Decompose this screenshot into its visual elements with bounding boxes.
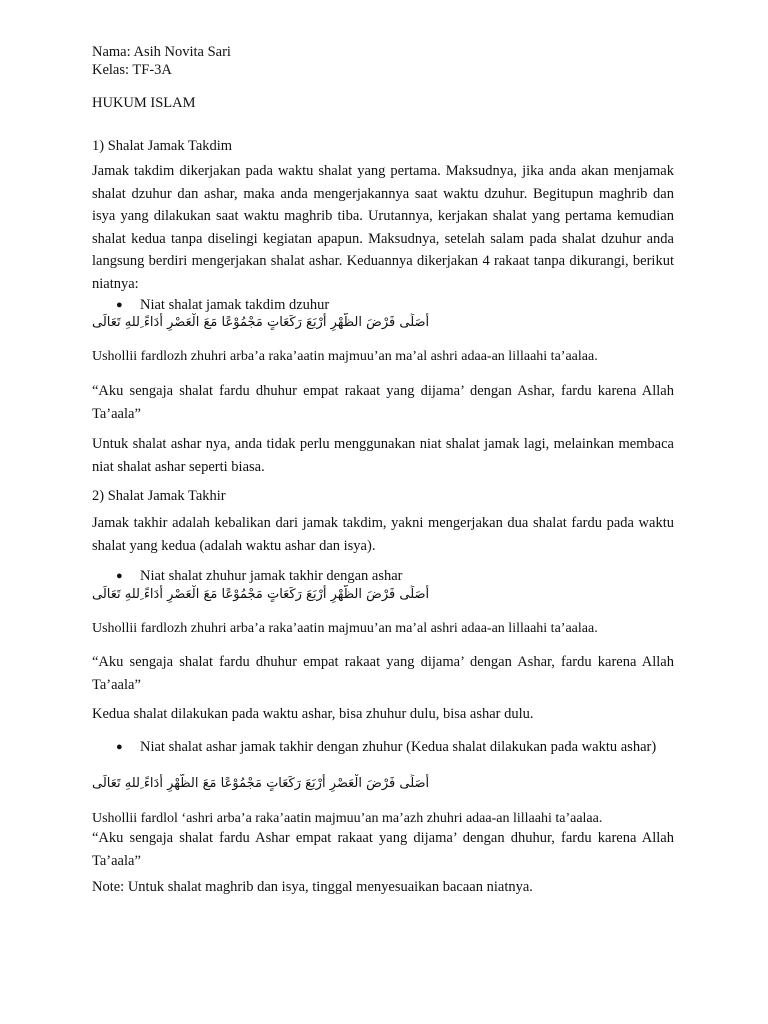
section-2-intro: Jamak takhir adalah kebalikan dari jamak takdim, yakni mengerjakan dua shalat fardu pada waktu shalat yang kedua (adalah waktu ashar dan isya). — [92, 515, 674, 554]
document-title: HUKUM ISLAM — [92, 95, 196, 111]
student-name: Nama: Asih Novita Sari — [92, 44, 231, 60]
latin-transliteration: Ushollii fardlozh zhuhri arba’a raka’aatin majmuu’an ma’al ashri adaa-an lillaahi ta’aalaa. — [92, 349, 598, 364]
section-1-intro: Jamak takdim dikerjakan pada waktu shalat yang pertama. Maksudnya, jika anda akan menjamak shalat dzuhur dan ashar, maka anda mengerjakannya saat waktu dzuhur. Begitupun maghrib dan isya yang dilakukan saat waktu maghrib tiba. Urutannya, kerjakan shalat yang pertama kemudian shalat kedua tanpa diselingi kegiatan apapun. Maksudnya, setelah salam pada shalat dzuhur anda langsung berdiri mengerjakan shalat ashar. Keduannya dikerjakan 4 rakaat tanpa dikurangi, berikut niatnya: — [92, 163, 674, 292]
bullet-text: Niat shalat jamak takdim dzuhur — [140, 297, 330, 313]
latin-transliteration: Ushollii fardlol ‘ashri arba’a raka’aatin majmuu’an ma’azh zhuhri adaa-an lillaahi ta’aalaa. — [92, 811, 603, 826]
translation-quote: “Aku sengaja shalat fardu dhuhur empat rakaat yang dijama’ dengan Ashar, fardu karena Allah Ta’aala” — [92, 654, 674, 693]
translation-quote: “Aku sengaja shalat fardu dhuhur empat rakaat yang dijama’ dengan Ashar, fardu karena Allah Ta’aala” — [92, 383, 674, 422]
bullet-icon: ● — [116, 741, 123, 753]
arabic-niat: أُصَلِّى فَرْضَ الظُّهْرِ أَرْبَعَ رَكَعَاتٍ مَجْمُوْعًا مَعَ الْعَصْرِ أَدَاءً ِللهِ تَعَالَى — [92, 315, 430, 330]
student-class: Kelas: TF-3A — [92, 62, 172, 78]
footer-note: Note: Untuk shalat maghrib dan isya, tinggal menyesuaikan bacaan niatnya. — [92, 879, 533, 895]
section-1-heading: 1) Shalat Jamak Takdim — [92, 138, 233, 154]
bullet-icon: ● — [116, 570, 123, 582]
list-item — [92, 567, 674, 586]
arabic-niat: أُصَلِّى فَرْضَ الْعَصْرِ أَرْبَعَ رَكَعَاتٍ مَجْمُوْعًا مَعَ الظُّهْرِ أَدَاءً ِللهِ تَعَالَى — [92, 776, 430, 791]
arabic-niat: أُصَلِّى فَرْضَ الظُّهْرِ أَرْبَعَ رَكَعَاتٍ مَجْمُوْعًا مَعَ الْعَصْرِ أَدَاءً ِللهِ تَعَالَى — [92, 587, 430, 602]
bullet-text: Niat shalat ashar jamak takhir dengan zhuhur (Kedua shalat dilakukan pada waktu ashar) — [140, 739, 657, 755]
latin-transliteration: Ushollii fardlozh zhuhri arba’a raka’aatin majmuu’an ma’al ashri adaa-an lillaahi ta’aalaa. — [92, 621, 598, 636]
section-1-note: Untuk shalat ashar nya, anda tidak perlu menggunakan niat shalat jamak lagi, melainkan membaca niat shalat ashar seperti biasa. — [92, 436, 674, 475]
translation-quote: “Aku sengaja shalat fardu Ashar empat rakaat yang dijama’ dengan dhuhur, fardu karena Allah Ta’aala” — [92, 830, 674, 869]
section-2-heading: 2) Shalat Jamak Takhir — [92, 488, 226, 504]
bullet-icon: ● — [116, 299, 123, 311]
section-2-middle: Kedua shalat dilakukan pada waktu ashar, bisa zhuhur dulu, bisa ashar dulu. — [92, 706, 534, 722]
bullet-text: Niat shalat zhuhur jamak takhir dengan ashar — [140, 568, 403, 584]
list-item — [92, 738, 674, 757]
